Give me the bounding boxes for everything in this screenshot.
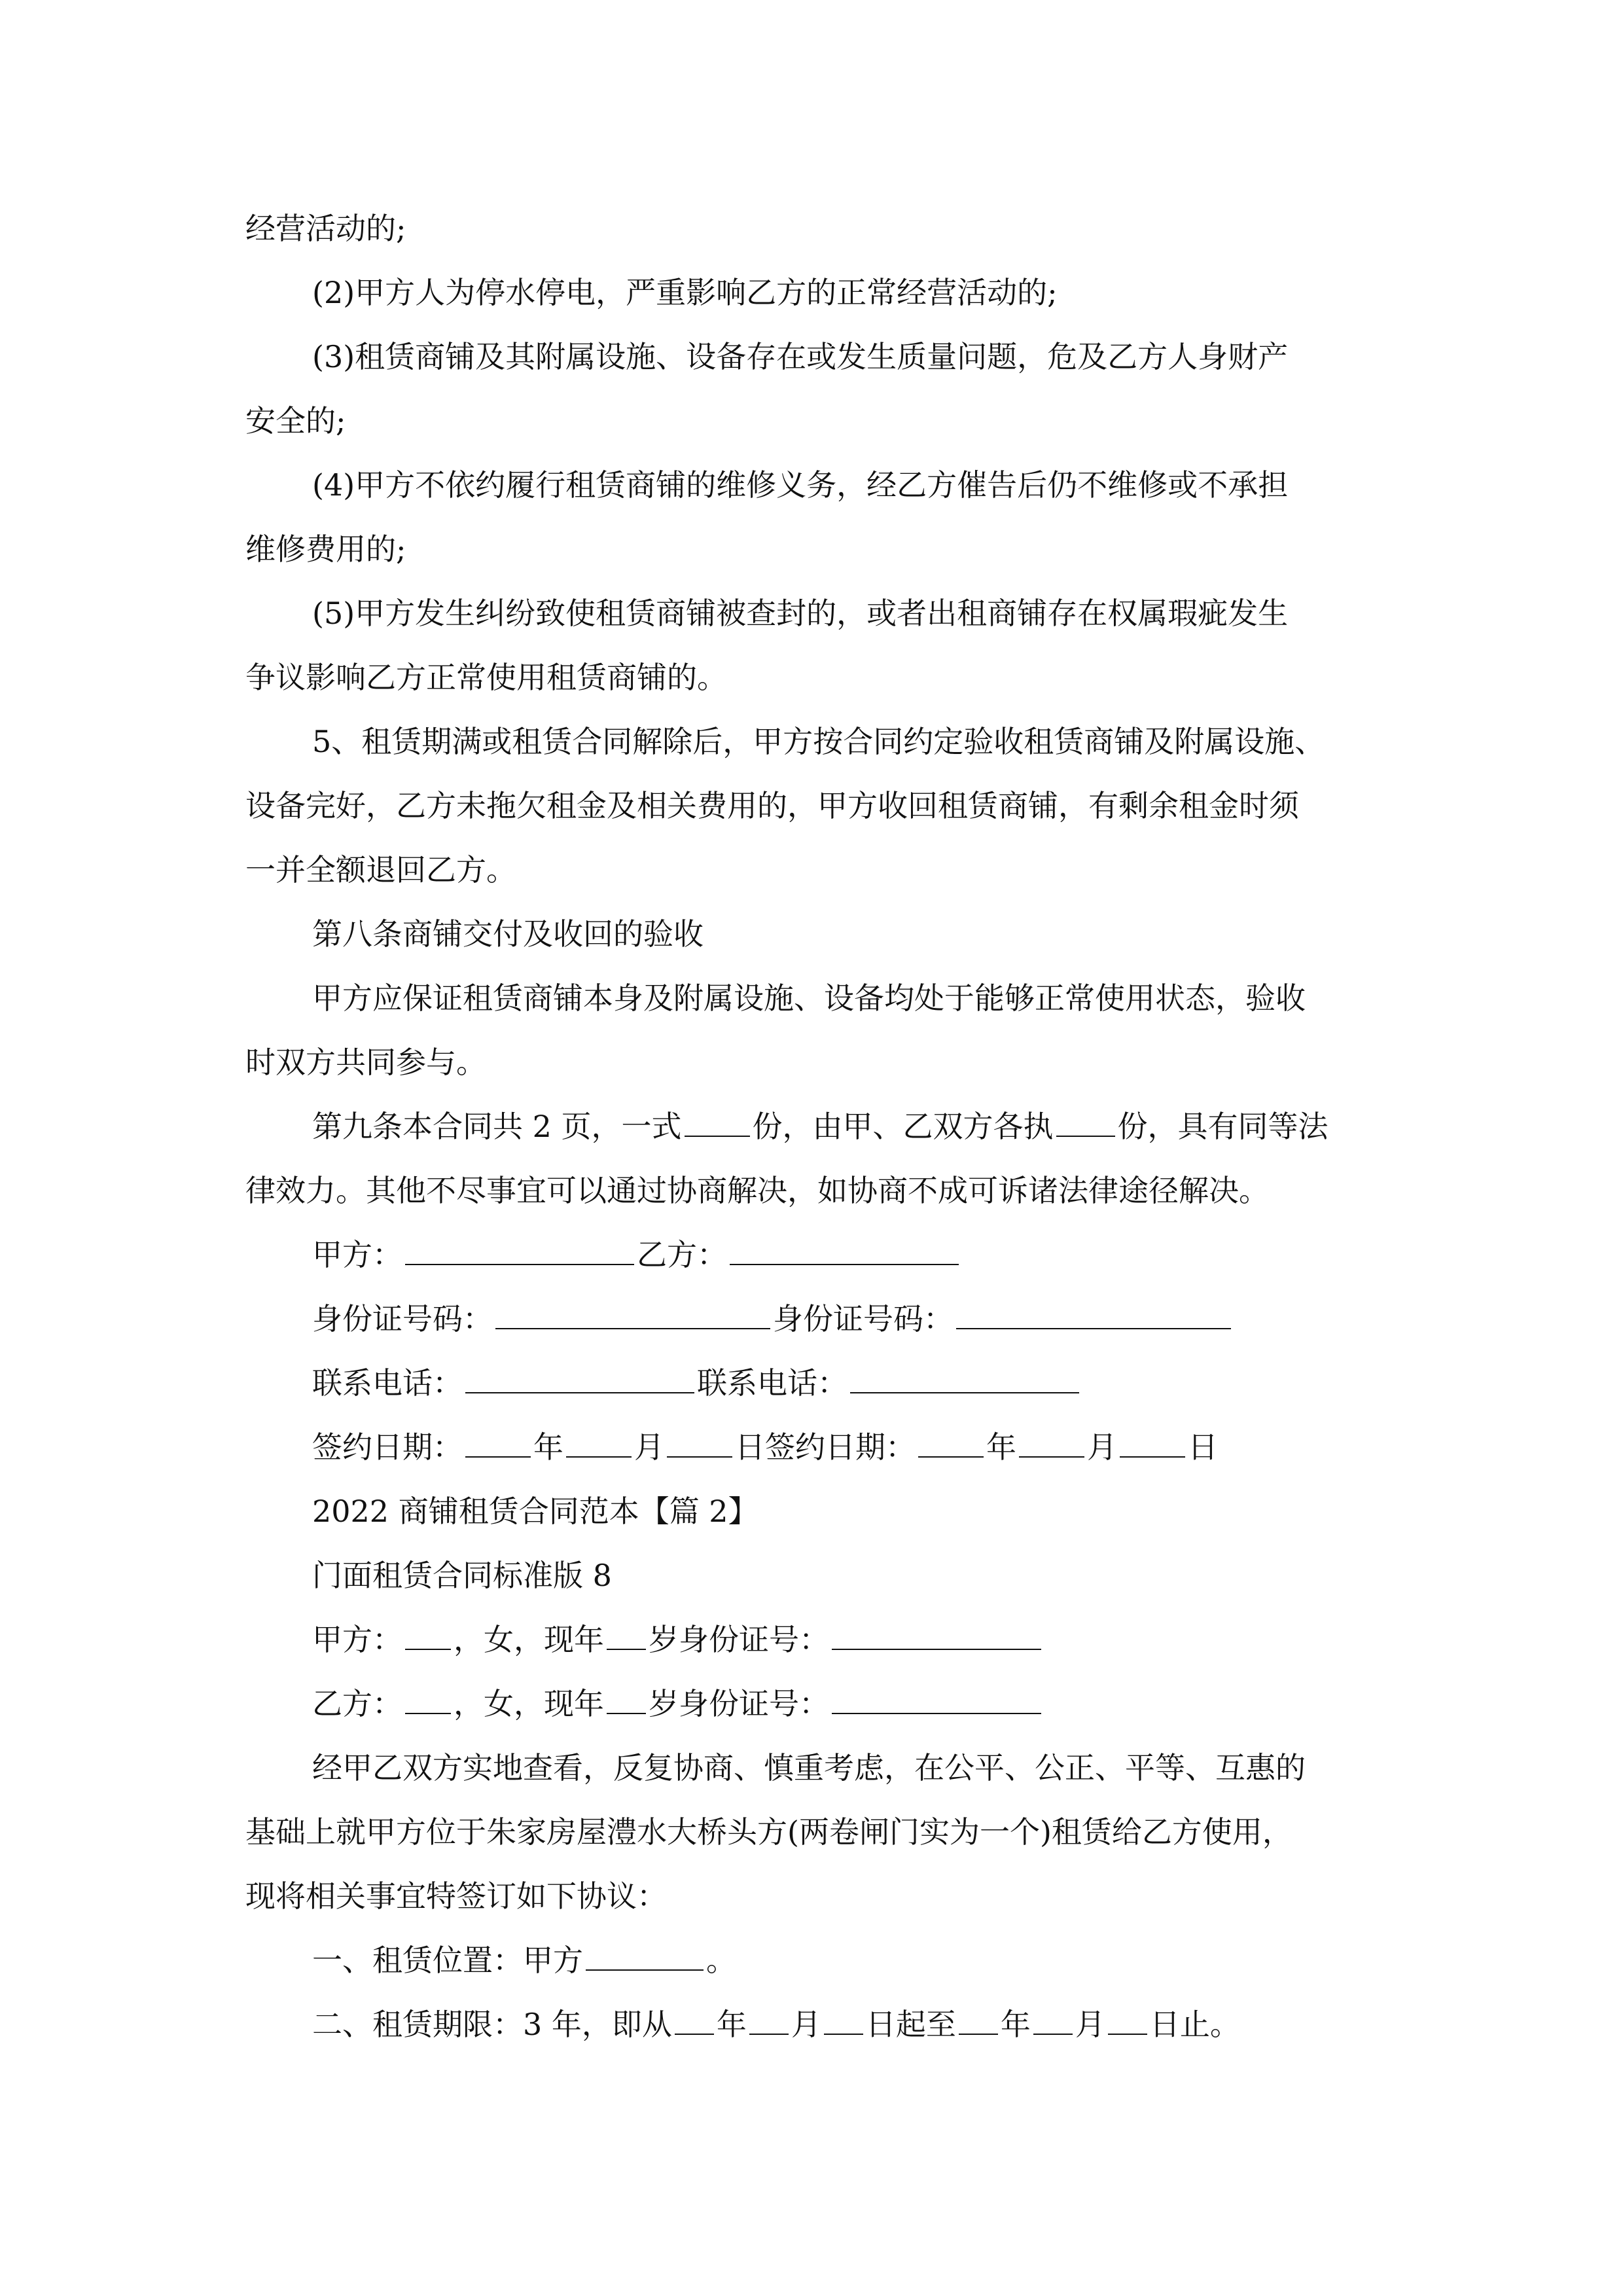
clause-9-text: 份，具有同等法 <box>1117 1109 1329 1144</box>
id-label-a: 身份证号码： <box>312 1301 493 1336</box>
year-blank-a[interactable] <box>465 1430 531 1458</box>
party-b-age-blank[interactable] <box>607 1687 646 1714</box>
age-id-text: 岁身份证号： <box>649 1622 829 1657</box>
copies-total-blank[interactable] <box>685 1109 750 1137</box>
year-word: 年 <box>1000 2007 1031 2042</box>
id-blank-b[interactable] <box>956 1302 1231 1329</box>
paragraph-line: 现将相关事宜特签订如下协议： <box>245 1878 667 1914</box>
location-end: 。 <box>706 1943 736 1978</box>
day-word: 日 <box>1188 1429 1218 1465</box>
year-word: 年 <box>986 1429 1016 1465</box>
end-word: 日止。 <box>1149 2007 1240 2042</box>
age-id-text: 岁身份证号： <box>649 1686 829 1721</box>
start-month-blank[interactable] <box>749 2007 789 2035</box>
copies-each-blank[interactable] <box>1056 1109 1115 1137</box>
party-a-label: 甲方： <box>312 1237 402 1272</box>
clause-heading: 第八条商铺交付及收回的验收 <box>312 916 704 952</box>
paragraph-line: 争议影响乙方正常使用租赁商铺的。 <box>245 660 727 695</box>
party-b-id-blank[interactable] <box>832 1687 1041 1714</box>
party-a-blank[interactable] <box>405 1238 634 1265</box>
party-b-label: 乙方： <box>637 1237 727 1272</box>
start-day-blank[interactable] <box>824 2007 863 2035</box>
paragraph-line: 律效力。其他不尽事宜可以通过协商解决，如协商不成可诉诸法律途径解决。 <box>245 1173 1269 1208</box>
lease-location-row <box>245 1928 1384 1992</box>
paragraph-line: 5、租赁期满或租赁合同解除后，甲方按合同约定验收租赁商铺及附属设施、 <box>312 724 1325 759</box>
signature-date-row <box>245 1415 1384 1479</box>
paragraph-line: 设备完好，乙方未拖欠租金及相关费用的，甲方收回租赁商铺，有剩余租金时须 <box>245 788 1299 823</box>
gender-age-text: 女，现年 <box>484 1622 604 1657</box>
month-word: 月 <box>1075 2007 1105 2042</box>
end-day-blank[interactable] <box>1108 2007 1147 2035</box>
paragraph-line: (2)甲方人为停水停电，严重影响乙方的正常经营活动的; <box>312 275 1058 310</box>
term-label: 二、租赁期限：3 年，即从 <box>312 2007 672 2042</box>
location-label: 一、租赁位置：甲方 <box>312 1943 583 1978</box>
date-label-b: 签约日期： <box>765 1429 916 1465</box>
year-word: 年 <box>533 1429 563 1465</box>
party-b-name-blank[interactable] <box>405 1687 451 1714</box>
month-word: 月 <box>791 2007 821 2042</box>
paragraph-line: 维修费用的; <box>245 531 406 567</box>
paragraph-line: 甲方应保证租赁商铺本身及附属设施、设备均处于能够正常使用状态，验收 <box>312 980 1306 1016</box>
day-blank-b[interactable] <box>1120 1430 1185 1458</box>
paragraph-line: 时双方共同参与。 <box>245 1045 486 1080</box>
clause-9-text: 份，由甲、乙双方各执 <box>752 1109 1054 1144</box>
phone-label-a: 联系电话： <box>312 1365 463 1401</box>
start-year-blank[interactable] <box>675 2007 714 2035</box>
document-body <box>245 196 1384 2056</box>
signature-phone-row <box>245 1351 1384 1415</box>
from-word: 日起至 <box>865 2007 956 2042</box>
clause-9-text: 第九条本合同共 2 页，一式 <box>312 1109 682 1144</box>
phone-blank-b[interactable] <box>850 1366 1079 1393</box>
phone-label-b: 联系电话： <box>697 1365 847 1401</box>
party-a-label: 甲方： <box>312 1622 402 1657</box>
paragraph-line: 安全的; <box>245 403 346 439</box>
paragraph-line: 基础上就甲方位于朱家房屋澧水大桥头方(两卷闸门实为一个)租赁给乙方使用， <box>245 1814 1293 1850</box>
party-a-id-blank[interactable] <box>832 1623 1041 1650</box>
lease-term-row <box>245 1992 1384 2056</box>
section-heading: 2022 商铺租赁合同范本【篇 2】 <box>312 1494 758 1529</box>
comma: ， <box>454 1686 484 1721</box>
month-blank-b[interactable] <box>1019 1430 1084 1458</box>
date-label-a: 签约日期： <box>312 1429 463 1465</box>
paragraph-line: 一并全额退回乙方。 <box>245 852 516 888</box>
end-year-blank[interactable] <box>959 2007 998 2035</box>
party-a-info-row <box>245 1607 1384 1672</box>
party-b-blank[interactable] <box>730 1238 959 1265</box>
day-blank-a[interactable] <box>667 1430 732 1458</box>
location-blank[interactable] <box>586 1943 704 1971</box>
paragraph-line: 经营活动的; <box>245 211 406 246</box>
paragraph-line: (4)甲方不依约履行租赁商铺的维修义务，经乙方催告后仍不维修或不承担 <box>312 467 1289 503</box>
section-subtitle: 门面租赁合同标准版 8 <box>312 1558 612 1593</box>
party-b-info-row <box>245 1672 1384 1736</box>
year-word: 年 <box>716 2007 747 2042</box>
party-a-age-blank[interactable] <box>607 1623 646 1650</box>
paragraph-line: (3)租赁商铺及其附属设施、设备存在或发生质量问题，危及乙方人身财产 <box>312 339 1289 374</box>
comma: ， <box>454 1622 484 1657</box>
clause-9-line <box>245 1094 1384 1158</box>
day-word: 日 <box>735 1429 765 1465</box>
end-month-blank[interactable] <box>1033 2007 1073 2035</box>
signature-party-row <box>245 1223 1384 1287</box>
month-word: 月 <box>634 1429 664 1465</box>
id-label-b: 身份证号码： <box>773 1301 954 1336</box>
gender-age-text: 女，现年 <box>484 1686 604 1721</box>
id-blank-a[interactable] <box>495 1302 770 1329</box>
party-a-name-blank[interactable] <box>405 1623 451 1650</box>
month-word: 月 <box>1087 1429 1117 1465</box>
signature-id-row <box>245 1287 1384 1351</box>
party-b-label: 乙方： <box>312 1686 402 1721</box>
phone-blank-a[interactable] <box>465 1366 694 1393</box>
month-blank-a[interactable] <box>566 1430 632 1458</box>
paragraph-line: 经甲乙双方实地查看，反复协商、慎重考虑，在公平、公正、平等、互惠的 <box>312 1750 1306 1785</box>
year-blank-b[interactable] <box>918 1430 984 1458</box>
paragraph-line: (5)甲方发生纠纷致使租赁商铺被查封的，或者出租商铺存在权属瑕疵发生 <box>312 596 1289 631</box>
